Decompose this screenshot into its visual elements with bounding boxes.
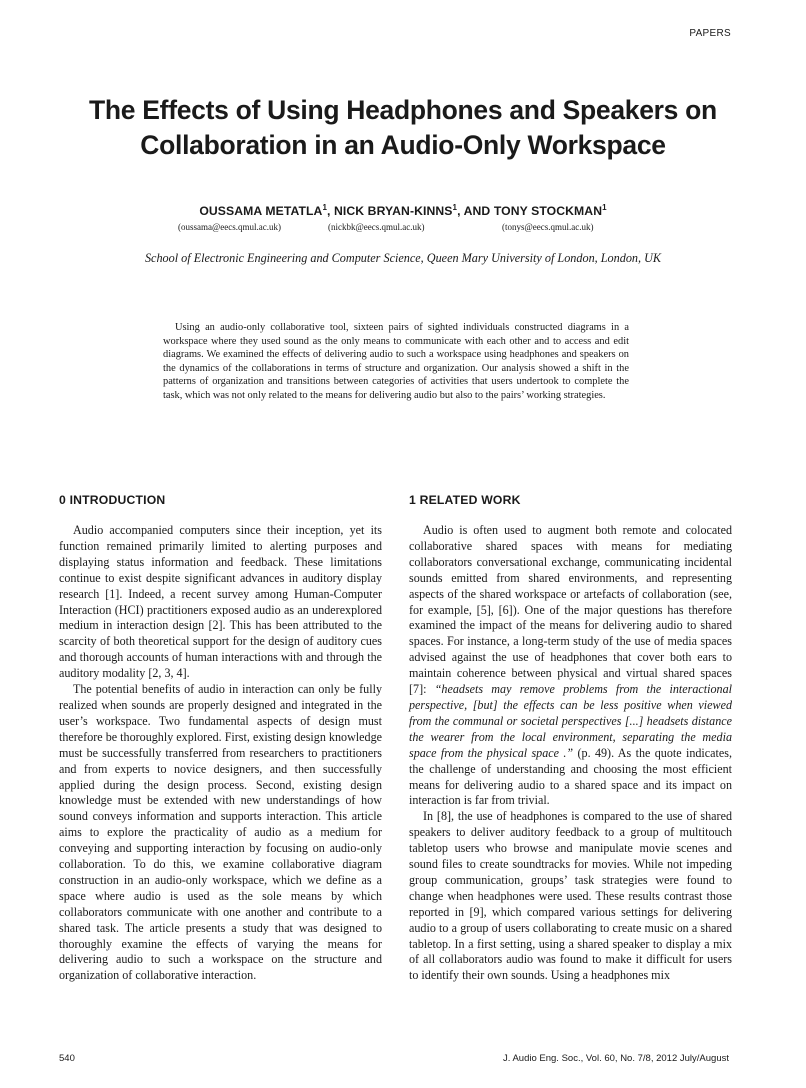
affiliation: School of Electronic Engineering and Computer Science, Queen Mary University of London, London, UK [144,251,662,265]
introduction-paragraph-2: The potential benefits of audio in interaction can only be fully realized when sounds are properly designed and integrated in the user’s workspace. Two fundamental aspects of design must therefore be thoroughly explored. First, existing design knowledge must be successfully transferred from researchers to practitioners and from experts to novice designers, and then successfully applied during the design process. Second, existing design knowledge must be extended with new understandings of how sound conveys information and supports interaction. This article aims to explore the practicality of audio as a medium for conveying and supporting interaction by focusing on audio-only collaboration. To do this, we examine collaborative diagram construction in an audio-only workspace, which we define as a space where audio is used as the sole means by which collaborators communicate with one another and contribute to a shared task. The article presents a study that was designed to thoroughly examine the effects of varying the means for delivering audio to such a workspace on the structure and organization of collaborative interaction. [59,682,382,983]
related-work-paragraph-1 [409,523,732,809]
introduction-heading: 0 INTRODUCTION [59,493,166,507]
author-2-affil: 1 [452,203,458,212]
title-line-2: Collaboration in an Audio-Only Workspace [140,130,666,160]
author-3-affil: 1 [602,203,607,212]
author-2: NICK BRYAN-KINNS [334,204,453,219]
page-number: 540 [59,1053,75,1064]
right-column [409,493,732,984]
author-3-email: (tonys@eecs.qmul.ac.uk) [502,222,594,232]
author-1-affil: 1 [322,203,328,212]
author-list [60,203,746,218]
author-separator-1: , [327,204,334,219]
author-3: TONY STOCKMAN [493,204,603,219]
related-work-paragraph-2: In [8], the use of headphones is compared to the use of shared speakers to deliver auditory feedback to a group of multitouch tabletop users who browse and manipulate movie scenes and sound files to create soundtracks for movies. While not impeding group communication, groups’ task strategies were found to change when headphones were used. These results contrast those reported in [9], which compared various settings for delivering audio to a group of users collaborating to create music on a shared tabletop. In a first setting, using a shared speaker to display a mix of all collaborators audio was found to make it difficult for users to identify their own sounds. Using a headphones mix [409,809,732,983]
author-separator-2: , AND [457,204,494,219]
author-2-email: (nickbk@eecs.qmul.ac.uk) [328,222,425,232]
related-p1-start: Audio is often used to augment both remote and colocated collaborative shared spaces with means for mediating collaborators conversational exchange, communicating incidental sounds emitted from shared environments, and representing aspects of the shared workspace or artefacts of collaboration (see, for example, [5], [6]). One of the major questions has therefore examined the impact of the means for delivering audio to shared spaces. For instance, a long-term study of the use of media spaces advised against the use of headphones that cover both ears to maintain coherence between physical and virtual shared spaces [7]: [409,523,732,697]
introduction-paragraph-1: Audio accompanied computers since their inception, yet its function remained primarily limited to alerting purposes and displaying status information and feedback. These limitations continue to exist despite significant advances in auditory display research [1]. Indeed, a recent survey among Human-Computer Interaction (HCI) practitioners exposed audio as an underexplored medium in interaction design [2]. This has been attributed to the scarcity of both theoretical support for the design of auditory cues and thorough accounts of human interactions with and through the auditory modality [2, 3, 4]. [59,523,382,681]
paper-title [40,93,766,163]
journal-citation: J. Audio Eng. Soc., Vol. 60, No. 7/8, 2012 July/August [502,1053,729,1064]
author-1-email: (oussama@eecs.qmul.ac.uk) [178,222,282,232]
title-line-1: The Effects of Using Headphones and Speakers on [89,95,717,125]
section-label: PAPERS [689,28,731,39]
left-column [59,493,382,984]
related-p1-end: (p. 49). As the quote indicates, the challenge of understanding and choosing the most efficient means for delivering audio to a shared space and its impact on interaction is far from trivial. [409,745,732,808]
author-1: OUSSAMA METATLA [199,204,323,219]
related-p1-quote: “headsets may remove problems from the interactional perspective, [but] the effects can be less positive when viewed from the communal or societal perspectives [...] headsets distance the wearer from the local environment, separating the media space from the physical space .” [409,682,732,760]
related-work-heading: 1 RELATED WORK [409,493,521,507]
abstract: Using an audio-only collaborative tool, sixteen pairs of sighted individuals constructed diagrams in a workspace where they used sound as the only means to communicate with each other and to access and edit diagrams. We examined the effects of delivering audio to such a workspace using headphones and speakers on the dynamics of the collaborations in terms of structure and organization. Our analysis showed a shift in the patterns of organization and transitions between categories of activities that users undertook to complete the task, which was not only related to the means for delivering audio but also to the pairs’ working strategies. [163,322,629,401]
